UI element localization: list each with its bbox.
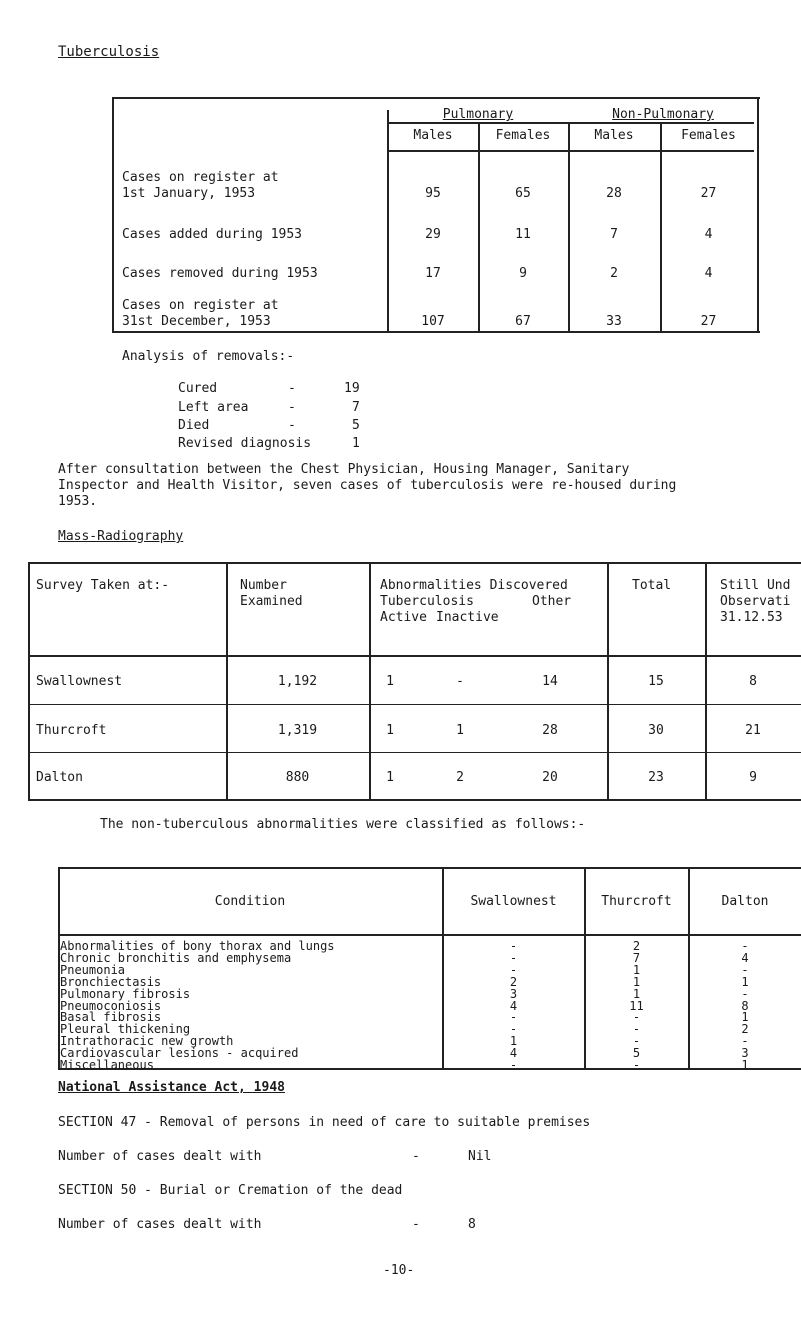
condition-swallownest: - — [509, 1022, 518, 1037]
mr-inactive: 2 — [456, 770, 464, 785]
removal-label: Cured — [178, 381, 218, 396]
section-50-dash: - — [412, 1217, 420, 1232]
mr-row-rule — [28, 752, 801, 753]
condition-label: Bronchiectasis — [60, 974, 162, 989]
condition-thurcroft: 5 — [632, 1046, 641, 1061]
mr-still: 21 — [745, 723, 761, 738]
mr-top-rule — [28, 562, 801, 564]
cond-header-swallownest: Swallownest — [470, 894, 557, 909]
condition-label: Pulmonary fibrosis — [60, 986, 191, 1001]
condition-thurcroft: 1 — [632, 974, 641, 989]
condition-dalton: - — [741, 986, 749, 1001]
condition-swallownest: - — [509, 1058, 518, 1072]
national-assistance-heading: National Assistance Act, 1948 — [58, 1080, 285, 1095]
paragraph-line: Inspector and Health Visitor, seven cases of tuberculosis were re-housed during — [58, 478, 677, 493]
row-label: Cases removed during 1953 — [122, 266, 318, 281]
condition-swallownest: 4 — [509, 1046, 518, 1061]
row-label: Cases on register at — [122, 298, 279, 313]
mr-header-rule — [28, 655, 801, 657]
cell: 9 — [519, 266, 527, 281]
cell: 4 — [704, 266, 713, 281]
condition-label: Pneumonia — [60, 962, 126, 977]
mr-header-date: 31.12.53 — [720, 610, 783, 625]
cell: 33 — [606, 314, 622, 329]
section-47: SECTION 47 - Removal of persons in need of care to suitable premises — [58, 1115, 591, 1130]
mr-header-survey: Survey Taken at:- — [36, 578, 170, 593]
mr-active: 1 — [386, 723, 394, 738]
register-table-left-rule — [112, 97, 114, 332]
cell: 28 — [606, 186, 622, 201]
mr-header-examined: Examined — [240, 594, 303, 609]
condition-thurcroft: 2 — [632, 939, 641, 953]
cond-header-rule — [58, 934, 801, 936]
subheader-nonpulm-females: Females — [681, 128, 736, 143]
register-table-top-rule — [112, 97, 760, 99]
mr-active: 1 — [386, 674, 394, 689]
row-label: Cases added during 1953 — [122, 227, 303, 242]
row-label: 1st January, 1953 — [122, 186, 256, 201]
mr-active: 1 — [386, 770, 394, 785]
section-47-dash: - — [412, 1149, 420, 1164]
header-non-pulmonary: Non-Pulmonary — [612, 107, 714, 122]
cell: 27 — [700, 314, 717, 329]
sub-header-rule — [388, 150, 754, 152]
col-rule-1 — [387, 110, 389, 332]
subheader-pulm-males: Males — [413, 128, 453, 143]
mr-examined: 1,192 — [277, 674, 318, 689]
cond-header-dalton: Dalton — [721, 894, 769, 909]
cell: 67 — [515, 314, 531, 329]
section-47-cases-label: Number of cases dealt with — [58, 1149, 262, 1164]
condition-thurcroft: - — [632, 1058, 641, 1072]
row-label: 31st December, 1953 — [122, 314, 271, 329]
mr-header-total: Total — [632, 578, 672, 593]
mr-header-tuberculosis: Tuberculosis — [380, 594, 474, 609]
section-50-cases-value: 8 — [468, 1217, 476, 1232]
condition-label: Miscellaneous — [60, 1058, 154, 1072]
condition-label: Basal fibrosis — [60, 1010, 162, 1025]
subheader-pulm-females: Females — [495, 128, 551, 143]
section-47-cases-value: Nil — [468, 1149, 492, 1164]
mr-total: 15 — [648, 674, 664, 689]
condition-swallownest: 3 — [509, 986, 518, 1001]
mr-header-inactive: Inactive — [436, 610, 499, 625]
mr-header-other: Other — [532, 594, 572, 609]
condition-label: Intrathoracic new growth — [60, 1034, 234, 1049]
cell: 27 — [700, 186, 717, 201]
mr-total: 30 — [648, 723, 664, 738]
mr-left-rule — [28, 562, 30, 800]
removal-dash: - — [288, 381, 296, 396]
condition-swallownest: 1 — [509, 1034, 518, 1049]
cell: 4 — [704, 227, 713, 242]
register-table-bottom-rule — [112, 331, 760, 333]
cond-header-thurcroft: Thurcroft — [601, 894, 672, 909]
mr-place: Dalton — [36, 770, 83, 785]
condition-thurcroft: 1 — [632, 986, 641, 1001]
mr-header-number: Number — [240, 578, 287, 593]
condition-label: Cardiovascular lesions - acquired — [60, 1046, 299, 1061]
mr-other: 28 — [542, 723, 558, 738]
non-tb-intro: The non-tuberculous abnormalities were classified as follows:- — [100, 817, 586, 832]
mr-inactive: - — [456, 674, 464, 689]
cell: 65 — [515, 186, 531, 201]
mr-total: 23 — [648, 770, 664, 785]
mr-examined: 880 — [285, 770, 310, 785]
mr-other: 14 — [542, 674, 558, 689]
condition-dalton: 3 — [741, 1046, 749, 1061]
cond-top-rule — [58, 867, 801, 869]
removals-heading: Analysis of removals:- — [122, 349, 295, 364]
removal-value: 1 — [352, 436, 360, 451]
condition-dalton: - — [741, 962, 749, 977]
condition-swallownest: - — [509, 939, 518, 953]
section-50: SECTION 50 - Burial or Cremation of the dead — [58, 1183, 403, 1198]
removal-dash: - — [288, 418, 296, 433]
condition-swallownest: 4 — [509, 998, 518, 1013]
removal-label: Left area — [178, 400, 249, 415]
cell: 11 — [515, 227, 531, 242]
mr-still: 9 — [749, 770, 757, 785]
condition-thurcroft: - — [632, 1034, 641, 1049]
condition-dalton: 4 — [741, 950, 749, 965]
removal-dash: - — [288, 400, 296, 415]
mass-radiography-heading: Mass-Radiography — [58, 529, 184, 544]
condition-label: Chronic bronchitis and emphysema — [60, 950, 292, 965]
condition-thurcroft: 11 — [629, 998, 644, 1013]
page-number: -10- — [383, 1263, 415, 1278]
mr-bottom-rule — [28, 799, 801, 801]
mr-header-abnormalities: Abnormalities Discovered — [380, 578, 568, 593]
condition-label: Pneumoconiosis — [60, 998, 162, 1013]
mr-place: Swallownest — [36, 674, 123, 689]
page-title: Tuberculosis — [58, 44, 160, 60]
cond-header-condition: Condition — [214, 894, 286, 909]
condition-thurcroft: 1 — [632, 962, 641, 977]
mr-header-active: Active — [380, 610, 427, 625]
cell: 107 — [421, 314, 445, 329]
section-50-cases-label: Number of cases dealt with — [58, 1217, 262, 1232]
condition-swallownest: - — [509, 1010, 518, 1025]
row-label: Cases on register at — [122, 170, 279, 185]
condition-dalton: - — [741, 1034, 749, 1049]
condition-label: Abnormalities of bony thorax and lungs — [60, 939, 335, 953]
cell: 29 — [425, 227, 441, 242]
mr-still: 8 — [749, 674, 757, 689]
condition-label: Pleural thickening — [60, 1022, 191, 1037]
condition-dalton: 1 — [741, 1010, 749, 1025]
removal-value: 5 — [352, 418, 360, 433]
mr-header-still: Still Und — [720, 578, 791, 593]
removal-label: Died — [178, 418, 210, 433]
mr-examined: 1,319 — [277, 723, 318, 738]
mr-place: Thurcroft — [36, 723, 107, 738]
condition-dalton: 1 — [741, 1058, 749, 1072]
condition-swallownest: - — [509, 962, 518, 977]
mr-inactive: 1 — [456, 723, 464, 738]
condition-swallownest: 2 — [509, 974, 518, 989]
condition-thurcroft: 7 — [632, 950, 641, 965]
cell: 7 — [610, 227, 618, 242]
paragraph-line: After consultation between the Chest Physician, Housing Manager, Sanitary — [58, 462, 630, 477]
condition-dalton: 2 — [741, 1022, 749, 1037]
register-table-right-rule — [757, 97, 759, 332]
condition-thurcroft: - — [632, 1010, 641, 1025]
cell: 17 — [425, 266, 441, 281]
mr-header-observation: Observati — [720, 594, 791, 609]
header-pulmonary: Pulmonary — [442, 107, 514, 122]
condition-dalton: 8 — [741, 998, 749, 1013]
condition-dalton: - — [741, 939, 749, 953]
condition-swallownest: - — [509, 950, 518, 965]
cell: 2 — [610, 266, 618, 281]
removal-value: 7 — [352, 400, 360, 415]
group-header-rule — [388, 122, 754, 124]
mr-row-rule — [28, 704, 801, 705]
subheader-nonpulm-males: Males — [594, 128, 634, 143]
removal-label: Revised diagnosis — [178, 436, 312, 451]
cell: 95 — [425, 186, 441, 201]
condition-thurcroft: - — [632, 1022, 641, 1037]
removal-value: 19 — [344, 381, 360, 396]
paragraph-line: 1953. — [58, 494, 98, 509]
condition-dalton: 1 — [741, 974, 749, 989]
mr-other: 20 — [542, 770, 558, 785]
